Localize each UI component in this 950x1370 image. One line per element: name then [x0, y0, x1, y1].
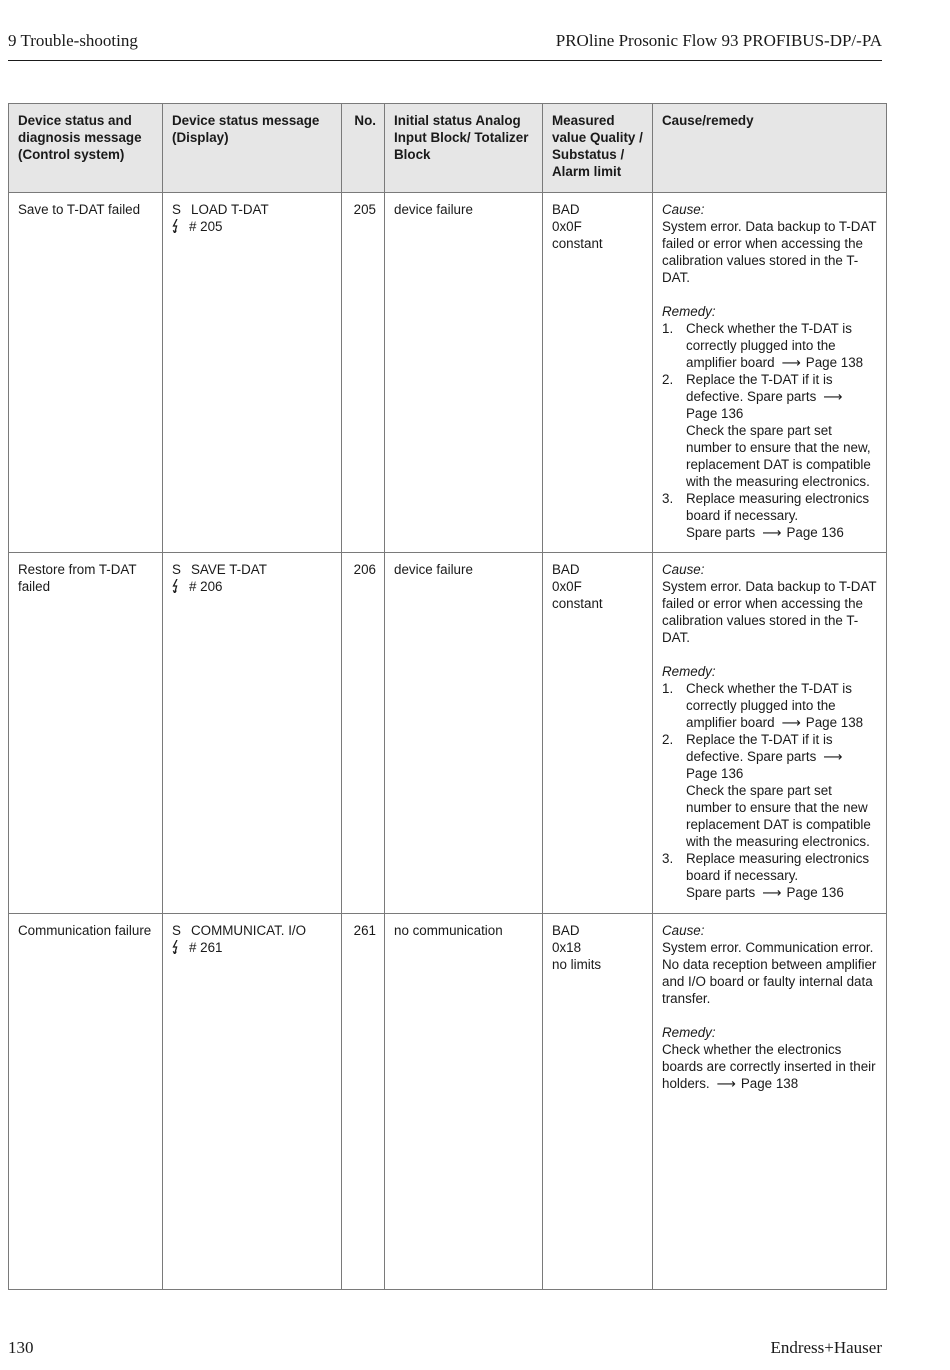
page-reference: Page 136 — [786, 525, 844, 540]
page-reference: Page 138 — [805, 355, 864, 370]
remedy-steps — [662, 680, 878, 901]
number-cell: 205 — [342, 193, 385, 553]
step-text: Check whether the T-DAT is correctly plugged into the amplifier board — [686, 321, 852, 370]
section-title: 9 Trouble-shooting — [8, 31, 138, 50]
display-cell — [163, 193, 342, 553]
measured-value-cell — [543, 913, 653, 1289]
page-reference: Page 136 — [786, 885, 844, 901]
page-footer — [8, 1338, 882, 1360]
list-item: 2. Replace the T-DAT if it is defective. Spare parts ⟶Page 136 Check the spare part set number to ensure that the new, replacement DAT is compatible with the measuring electronics. — [662, 371, 878, 490]
cause-label: Cause: — [662, 202, 705, 217]
device-status-table — [8, 103, 887, 1290]
list-item: 1. Check whether the T-DAT is correctly plugged into the amplifier board ⟶ Page 138 — [662, 681, 864, 731]
status-category: S — [172, 562, 181, 578]
table-row — [9, 193, 887, 553]
substatus-value: 0x18 — [552, 939, 582, 955]
cause-remedy-cell — [653, 913, 887, 1289]
substatus-value: 0x0F — [552, 219, 582, 234]
quality-value: BAD — [552, 202, 580, 217]
cause-text: System error. Data backup to T-DAT failed or error when accessing the calibration values stored in the T-DAT. — [662, 219, 877, 285]
list-item: 3. Replace measuring electronics board if necessary. Spare parts ⟶ Page 136 — [662, 851, 870, 901]
measured-value-cell — [543, 553, 653, 913]
step-note: Check the spare part set number to ensure that the new replacement DAT is compatible with the measuring electronics. — [686, 783, 871, 850]
product-title: PROline Prosonic Flow 93 PROFIBUS-DP/-PA — [555, 31, 882, 50]
remedy-label: Remedy: — [662, 304, 716, 319]
list-item: 3. Replace measuring electronics board if necessary. Spare parts ⟶ Page 136 — [662, 491, 870, 540]
quality-value: BAD — [552, 922, 580, 938]
diagnosis-cell: Save to T-DAT failed — [9, 193, 163, 553]
right-arrow-icon: ⟶ — [823, 389, 843, 404]
list-item: 1. Check whether the T-DAT is correctly plugged into the amplifier board ⟶ Page 138 — [662, 321, 864, 370]
page-number: 130 — [8, 1338, 34, 1357]
right-arrow-icon: ⟶ — [762, 525, 782, 540]
page-reference: Page 138 — [740, 1075, 799, 1091]
measured-value-cell — [543, 193, 653, 553]
step-text: Replace measuring electronics board if necessary. — [686, 851, 870, 884]
display-cell — [163, 913, 342, 1289]
display-cell — [163, 553, 342, 913]
column-header-number: No. — [342, 104, 385, 193]
table-row — [9, 913, 887, 1289]
display-message: LOAD T-DAT — [191, 202, 269, 217]
number-cell: 261 — [342, 913, 385, 1289]
column-header-display: Device status message (Display) — [163, 104, 342, 193]
initial-status-cell: device failure — [385, 553, 543, 913]
column-header-cause-remedy: Cause/remedy — [653, 104, 887, 193]
lightning-bolt-icon — [172, 219, 189, 233]
alarm-limit-value: constant — [552, 596, 603, 612]
remedy-label: Remedy: — [662, 1024, 716, 1040]
initial-status-cell: device failure — [385, 193, 543, 553]
step-text-continued: Spare parts — [686, 885, 756, 901]
table-row — [9, 553, 887, 913]
page-reference: Page 138 — [805, 715, 864, 731]
cause-remedy-cell — [653, 553, 887, 913]
list-item: 2. Replace the T-DAT if it is defective. Spare parts ⟶Page 136 Check the spare part set number to ensure that the new replacement DAT is compatible with the measuring electronics. — [662, 731, 878, 850]
lightning-bolt-icon — [172, 940, 189, 954]
alarm-limit-value: constant — [552, 236, 603, 251]
quality-value: BAD — [552, 562, 580, 578]
remedy-text: Check whether the electronics boards are correctly inserted in their holders. — [662, 1041, 876, 1091]
right-arrow-icon: ⟶ — [762, 885, 782, 901]
table-header-row — [9, 104, 887, 193]
diagnosis-cell: Restore from T-DAT failed — [9, 553, 163, 913]
column-header-measured-value: Measured value Quality / Substatus / Alarm limit — [543, 104, 653, 193]
column-header-initial-status: Initial status Analog Input Block/ Totalizer Block — [385, 104, 543, 193]
number-cell: 206 — [342, 553, 385, 913]
cause-text: System error. Data backup to T-DAT failed or error when accessing the calibration values stored in the T-DAT. — [662, 579, 877, 646]
cause-text: System error. Communication error. No data reception between amplifier and I/O board or faulty internal data transfer. — [662, 939, 877, 1006]
display-code: # 261 — [189, 939, 223, 955]
step-note: Check the spare part set number to ensure that the new, replacement DAT is compatible with the measuring electronics. — [686, 423, 871, 489]
right-arrow-icon: ⟶ — [781, 715, 801, 731]
initial-status-cell: no communication — [385, 913, 543, 1289]
cause-remedy-cell — [653, 193, 887, 553]
column-header-diagnosis: Device status and diagnosis message (Control system) — [9, 104, 163, 193]
status-category: S — [172, 202, 181, 217]
page-reference: Page 136 — [686, 406, 744, 421]
diagnosis-cell: Communication failure — [9, 913, 163, 1289]
step-text-continued: Spare parts — [686, 525, 756, 540]
step-text: Check whether the T-DAT is correctly plugged into the amplifier board — [686, 681, 852, 731]
substatus-value: 0x0F — [552, 579, 582, 595]
remedy-label: Remedy: — [662, 664, 716, 680]
alarm-limit-value: no limits — [552, 956, 602, 972]
display-message: SAVE T-DAT — [191, 562, 267, 578]
display-message: COMMUNICAT. I/O — [191, 922, 307, 938]
right-arrow-icon: ⟶ — [823, 749, 843, 765]
cause-label: Cause: — [662, 922, 705, 938]
page-header — [8, 30, 882, 61]
right-arrow-icon: ⟶ — [781, 355, 801, 370]
step-text: Replace measuring electronics board if necessary. — [686, 491, 870, 523]
cause-label: Cause: — [662, 562, 705, 578]
remedy-steps — [662, 320, 878, 541]
right-arrow-icon: ⟶ — [716, 1075, 736, 1091]
page-reference: Page 136 — [686, 766, 744, 782]
lightning-bolt-icon — [172, 579, 189, 593]
brand-name: Endress+Hauser — [770, 1338, 882, 1357]
display-code: # 206 — [189, 579, 223, 595]
step-text: Replace the T-DAT if it is defective. Spare parts — [686, 372, 833, 404]
step-text: Replace the T-DAT if it is defective. Spare parts — [686, 732, 833, 765]
display-code: # 205 — [189, 219, 223, 234]
status-category: S — [172, 922, 181, 938]
